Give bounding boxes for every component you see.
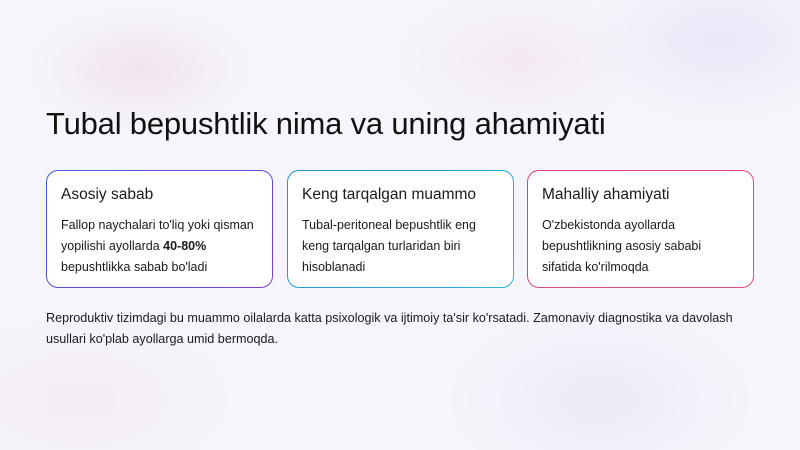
summary-paragraph: Reproduktiv tizimdagi bu muammo oilalarda katta psixologik va ijtimoiy ta'sir ko'rsatadi. Zamonaviy diagnostika va davolash usullari ko'plab ayollarga umid bermoqda.	[46, 311, 733, 346]
card-title: Mahalliy ahamiyati	[542, 186, 670, 203]
card-body: O'zbekistonda ayollarda bepushtlikning asosiy sababi sifatida ko'rilmoqda	[542, 218, 702, 274]
card-body-text: Fallop naychalari to'liq yoki qisman yopilishi ayollarda	[61, 218, 254, 253]
card-body-text: bepushtlikka sabab bo'ladi	[61, 260, 208, 274]
card-title: Asosiy sabab	[61, 186, 154, 203]
card-row	[46, 170, 756, 288]
card-body-highlight: 40-80%	[163, 239, 207, 253]
card-body	[61, 215, 258, 278]
card-local-significance	[527, 170, 754, 288]
card-body: Tubal-peritoneal bepushtlik eng keng tarqalgan turlaridan biri hisoblanadi	[302, 218, 476, 274]
slide-content	[46, 0, 756, 450]
card-title: Keng tarqalgan muammo	[302, 186, 477, 203]
slide-title: Tubal bepushtlik nima va uning ahamiyati	[46, 106, 606, 141]
card-main-cause	[46, 170, 273, 288]
card-common-problem	[287, 170, 514, 288]
